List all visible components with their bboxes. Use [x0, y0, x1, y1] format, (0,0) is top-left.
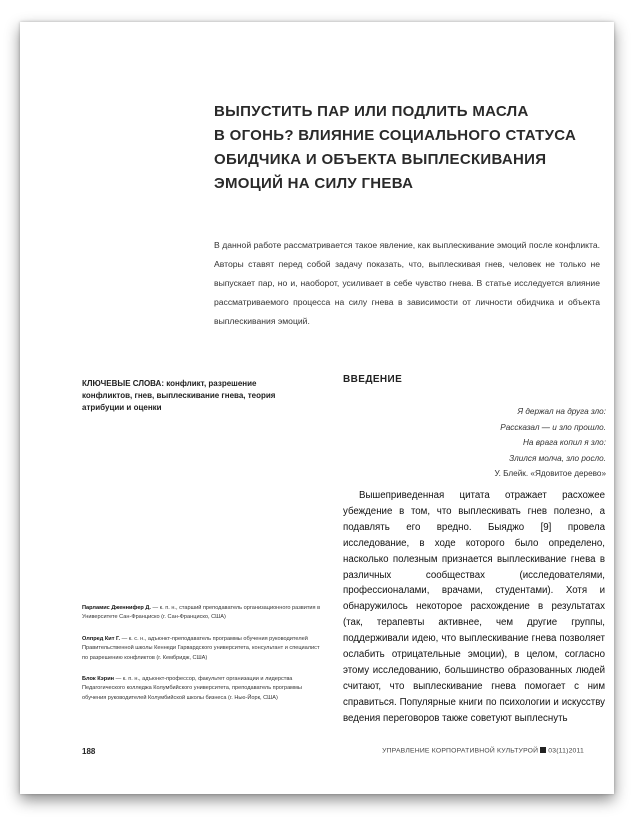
author-name: Олпред Кит Г. — [82, 635, 121, 642]
journal-name: УПРАВЛЕНИЕ КОРПОРАТИВНОЙ КУЛЬТУРОЙ — [382, 747, 539, 755]
article-title — [214, 100, 594, 196]
title-line: ВЫПУСТИТЬ ПАР ИЛИ ПОДЛИТЬ МАСЛА — [214, 103, 529, 120]
author-description: — к. п. н., адъюнкт-профессор, факультет организации и лидерства Педагогического колледжа Колумбийского университета, преподаватель программы обучения руководителей Колумбийской школы бизнеса (г. Нью-Йорк, США) — [82, 676, 302, 701]
paper-page — [20, 22, 614, 794]
keywords-label: КЛЮЧЕВЫЕ СЛОВА: — [82, 379, 164, 388]
author-entry — [82, 635, 322, 663]
author-name: Блок Кэрин — [82, 676, 115, 683]
keywords-text: конфликт, разрешение конфликтов, гнев, выплескивание гнева, теория атрибуции и оценки — [82, 379, 276, 412]
title-line: ЭМОЦИЙ НА СИЛУ ГНЕВА — [214, 175, 414, 192]
author-entry — [82, 675, 322, 703]
epigraph-line: На врага копил я зло: — [523, 438, 606, 447]
keywords — [82, 378, 282, 414]
square-separator-icon — [540, 747, 546, 753]
author-description: — к. с. н., адъюнкт-преподаватель программы обучения руководителей Правительственной школы Кеннеди Гарвардского университета, консультант и специалист по разрешению конфликтов (г. Кембридж, США) — [82, 635, 320, 661]
author-entry — [82, 604, 322, 623]
epigraph-line: Рассказал — и зло прошло. — [500, 422, 606, 432]
epigraph — [380, 404, 606, 482]
abstract: В данной работе рассматривается такое явление, как выплескивание эмоций после конфликта. Авторы ставят перед собой задачу показать, что, выплескивая гнев, человек не только не выпускает пар, но и, наоборот, усиливает в себе чувство гнева. В статье исследуется влияние рассматриваемого процесса на силу гнева в зависимости от личности обидчика и объекта выплескивания эмоций. — [214, 240, 600, 326]
title-line: ОБИДЧИКА И ОБЪЕКТА ВЫПЛЕСКИВАНИЯ — [214, 151, 547, 168]
page-number: 188 — [82, 747, 96, 756]
journal-issue: 03(11)2011 — [548, 747, 584, 755]
epigraph-line: Я держал на друга зло: — [517, 407, 606, 416]
author-list — [82, 604, 322, 715]
epigraph-line: Злился молча, зло росло. — [509, 453, 606, 463]
epigraph-source: У. Блейк. «Ядовитое дерево» — [494, 469, 606, 478]
body-text: Вышеприведенная цитата отражает расхожее убеждение в том, что выплескивать гнев полезно, а подавлять его вредно. Быяджо [9] провела исследование, в ходе которого было определено, насколько полезным признается выплескивание гнева в различных сообществах (исследователями, профессионалами, врачами, студентами). Хотя и обнаружилось некоторое расхождение в результатах (так, терапевты активнее, чем другие группы, поддерживали идею, что выплескивание гнева позволяет ослабить отрицательные эмоции), в целом, согласно этому исследованию, большинство образованных людей считают, что выплескивание гнева помогает с ним справиться. Популярные книги по психологии и искусству ведения переговоров также советуют выплеснуть — [343, 490, 605, 724]
section-title: ВВЕДЕНИЕ — [343, 374, 403, 385]
title-line: В ОГОНЬ? ВЛИЯНИЕ СОЦИАЛЬНОГО СТАТУСА — [214, 127, 577, 144]
journal-footer — [382, 747, 584, 755]
author-name: Парламис Дженнифер Д. — [82, 605, 151, 611]
author-description: — к. п. н., старший преподаватель организационного развития в Университете Сан-Франциско (г. Сан-Франциско, США) — [82, 605, 321, 621]
